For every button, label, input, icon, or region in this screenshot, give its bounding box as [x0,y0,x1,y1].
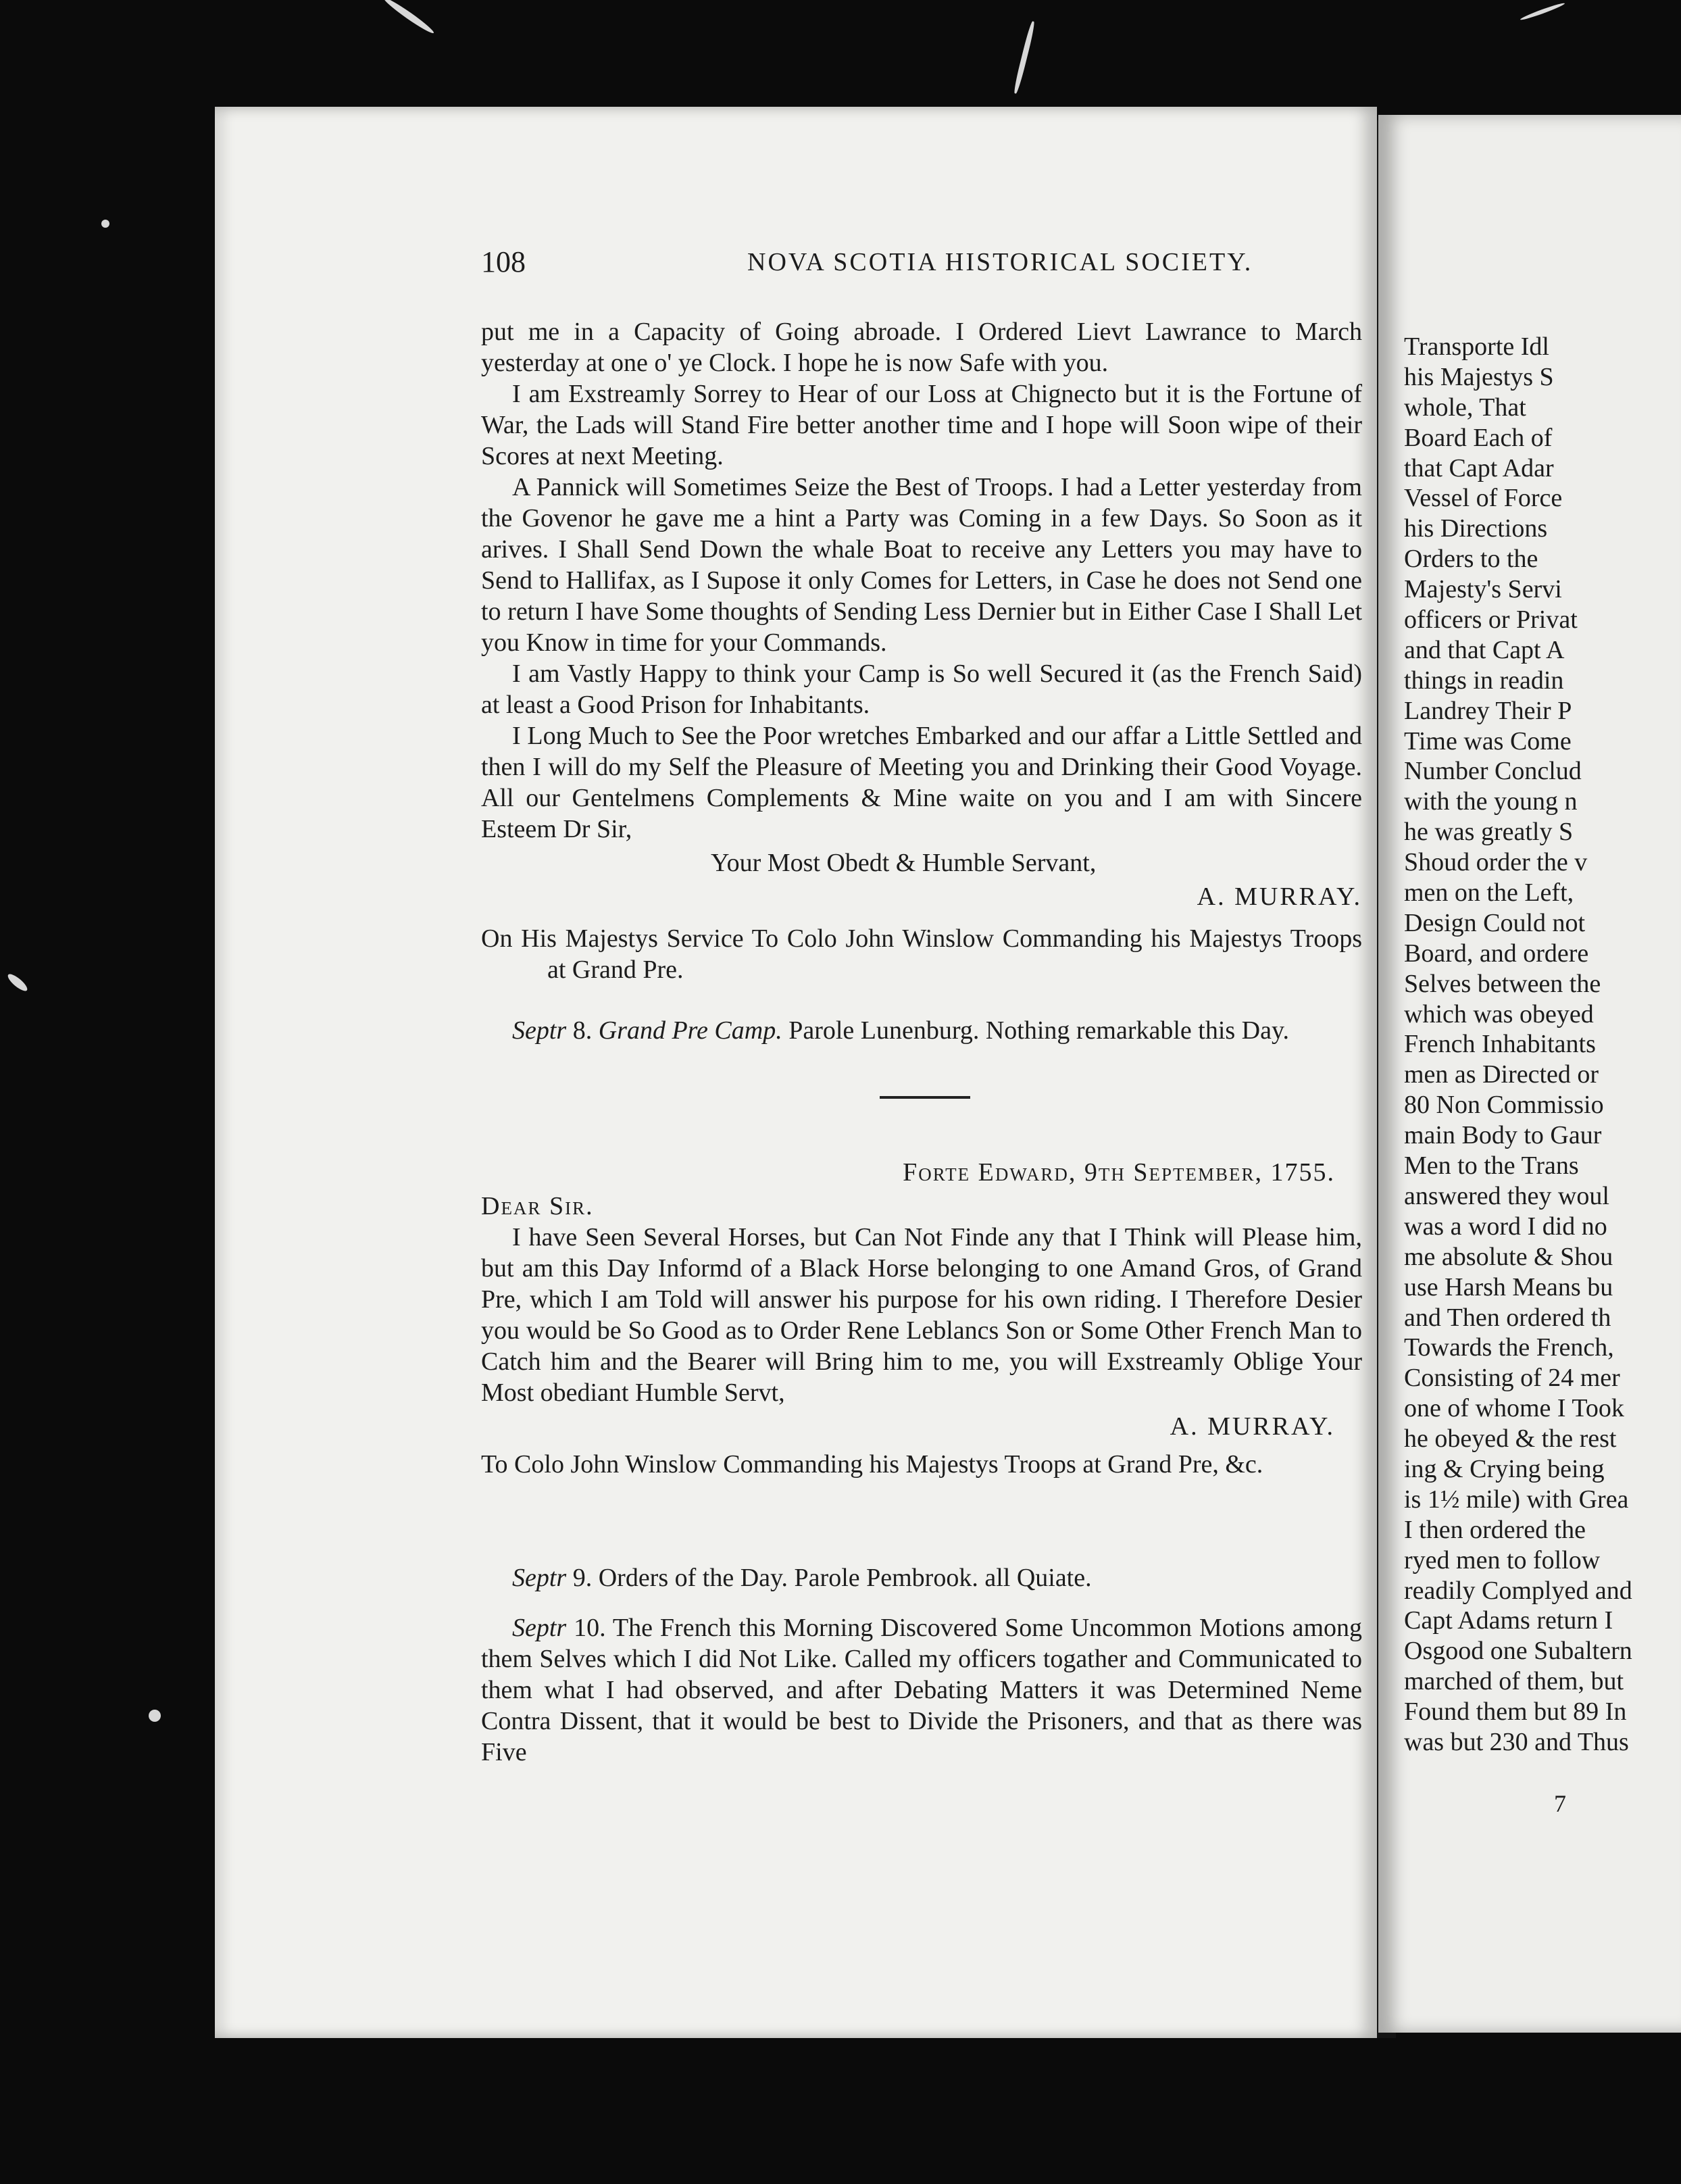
scan-speck [382,0,435,36]
right-page-line: officers or Privat [1404,605,1578,635]
right-page-line: Landrey Their P [1404,696,1572,725]
journal-entry-sept8 [481,1015,1362,1046]
right-page-line: Design Could not [1404,908,1586,937]
journal-entry-sept9 [481,1562,1362,1593]
scan-speck [1520,1,1565,22]
paragraph: put me in a Capacity of Going abroade. I Ordered Lievt Lawrance to March yesterday at one o' ye Clock. I hope he is now Safe with you. [481,318,1362,377]
letter-address: To Colo John Winslow Commanding his Majestys Troops at Grand Pre, &c. [481,1450,1263,1479]
right-page-line: answered they woul [1404,1181,1609,1210]
right-page-line: Men to the Trans [1404,1151,1579,1181]
right-page-line: Board Each of [1404,423,1553,452]
letter-address: On His Majestys Service To Colo John Winslow Commanding his Majestys Troops at Grand Pre. [481,924,1362,984]
journal-entry-sept10 [481,1612,1362,1768]
right-page-line: ing & Crying being [1404,1454,1605,1483]
right-page-line: was but 230 and Thus [1404,1727,1629,1756]
right-page-line: which was obeyed [1404,999,1594,1028]
right-page-line: he was greatly S [1404,818,1574,847]
right-page-line: Shoud order the v [1404,848,1588,877]
right-page-line: men on the Left, [1404,878,1574,908]
right-page-line: men as Directed or [1404,1060,1599,1089]
dateline: Forte Edward, 9th September, 1755. [903,1158,1335,1187]
entry-place: Grand Pre Camp. [598,1016,782,1045]
paragraph: I Long Much to See the Poor wretches Embarked and our affar a Little Settled and then I will do my Self the Pleasure of Meeting you and Drinking their Good Voyage. All our Gentelmens Complements & Mine waite on you and I am with Sincere Esteem Dr Sir, [481,722,1362,843]
right-page-line: ryed men to follow [1404,1545,1601,1574]
right-page-line: things in readin [1404,666,1564,695]
right-page-line: he obeyed & the rest [1404,1424,1617,1454]
right-page-line: me absolute & Shou [1404,1242,1613,1271]
right-page-line: Board, and ordere [1404,939,1589,968]
right-page-line: use Harsh Means bu [1404,1272,1613,1301]
right-page-line: his Majestys S [1404,362,1554,391]
signature: A. MURRAY. [1197,883,1362,911]
right-page-line: Number Conclud [1404,757,1582,786]
letter-murray-2 [481,1157,1362,1480]
salutation: Dear Sir. [481,1192,594,1220]
right-page-line: I then ordered the [1404,1515,1586,1544]
right-page-line: and Then ordered th [1404,1303,1611,1332]
paragraph: A Pannick will Sometimes Seize the Best of Troops. I had a Letter yesterday from the Govenor he gave me a hint a Party was Coming in a few Days. So Soon as it arives. I Shall Send Down the whale Boat to receive any Letters you may have to Send to Hallifax, as I Supose it only Comes for Letters, in Case he does not Send one to return I have Some thoughts of Sending Less Dernier but in Either Case I Shall Let you Know in time for your Commands. [481,473,1362,657]
section-rule [880,1096,970,1099]
right-page-footer: 7 [1554,1790,1566,1817]
entry-text: Orders of the Day. Parole Pembrook. all Quiate. [598,1564,1092,1592]
right-page-line: whole, That [1404,393,1526,422]
right-page-line: main Body to Gaur [1404,1121,1602,1150]
right-page-line: Found them but 89 In [1404,1697,1627,1727]
right-page-line: French Inhabitants [1404,1030,1596,1059]
entry-day: 10. [574,1614,606,1642]
right-page-line: Time was Come [1404,726,1572,755]
right-page-line: one of whome I Took [1404,1394,1624,1423]
entry-date: Septr [512,1614,567,1642]
paragraph: I have Seen Several Horses, but Can Not Finde any that I Think will Please him, but am this Day Informd of a Black Horse belonging to one Amand Gros, of Grand Pre, which I am Told will answer his purpose for his own riding. I Therefore Desier you would be So Good as to Order Rene Leblancs Son or Some Other French Man to Catch him and the Bearer will Bring him to me, you will Exstreamly Oblige Your Most obediant Humble Servt, [481,1223,1362,1407]
scan-speck [101,220,109,228]
right-page-line: Majesty's Servi [1404,575,1562,604]
right-page-line: Orders to the [1404,545,1538,574]
entry-date: Septr [512,1016,567,1045]
entry-day: 8. [572,1016,593,1045]
letter-closing: Your Most Obedt & Humble Servant, [711,849,1097,877]
scan-speck [5,972,29,993]
paragraph: I am Vastly Happy to think your Camp is So well Secured it (as the French Said) at least a Good Prison for Inhabitants. [481,660,1362,719]
right-page-line: marched of them, but [1404,1667,1624,1696]
right-page-line: and that Capt A [1404,635,1565,664]
right-page-line: with the young n [1404,787,1578,816]
entry-text: Parole Lunenburg. Nothing remarkable this Day. [788,1016,1290,1045]
right-page-line: Osgood one Subaltern [1404,1637,1632,1666]
right-page-line: Selves between the [1404,969,1601,998]
right-page-line: his Directions [1404,514,1548,543]
running-title: NOVA SCOTIA HISTORICAL SOCIETY. [747,248,1253,276]
right-page-line: 80 Non Commissio [1404,1091,1604,1120]
page-number: 108 [481,245,526,278]
entry-day: 9. [572,1564,593,1592]
scan-speck [1013,21,1036,95]
signature: A. MURRAY. [1170,1412,1335,1441]
right-page-text [1404,331,1681,1757]
right-page-line: is 1½ mile) with Grea [1404,1485,1629,1514]
right-page-line: readily Complyed and [1404,1576,1632,1605]
right-page-line: Vessel of Force [1404,484,1563,513]
right-page-line: that Capt Adar [1404,453,1554,482]
entry-date: Septr [512,1564,567,1592]
entry-text: The French this Morning Discovered Some Uncommon Motions among them Selves which I did Not Like. Called my officers togather and Communicated to them what I had observed, and after Debating Matters it was Determined Neme Contra Dissent, that it would be best to Divide the Prisoners, and that as there was Five [481,1614,1362,1766]
running-head [268,245,1359,287]
right-page-line: was a word I did no [1404,1212,1607,1241]
right-page-line: Transporte Idl [1404,332,1549,361]
paragraph: I am Exstreamly Sorrey to Hear of our Loss at Chignecto but it is the Fortune of War, the Lads will Stand Fire better another time and I hope will Soon wipe of their Scores at next Meeting. [481,380,1362,470]
right-page-line: Consisting of 24 mer [1404,1364,1620,1393]
letter-murray-1 [481,316,1362,985]
right-page-line: Towards the French, [1404,1333,1614,1362]
scan-speck [149,1710,161,1722]
right-page-line: Capt Adams return I [1404,1606,1613,1635]
